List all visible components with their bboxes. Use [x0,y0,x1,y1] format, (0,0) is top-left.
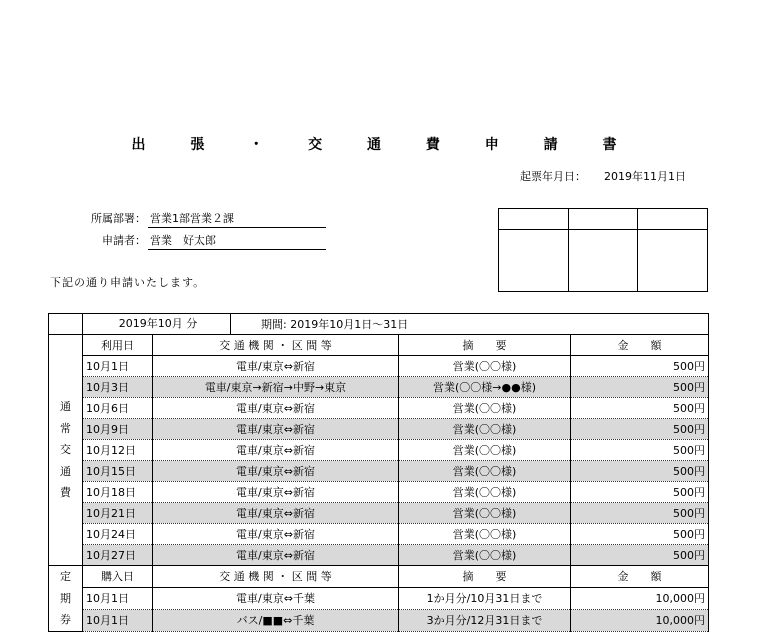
row-amount: 10,000円 [571,587,709,609]
pass-header-row [49,566,709,588]
department-value: 営業1部営業２課 [150,212,234,225]
commute-header-memo: 摘 要 [399,335,571,356]
row-date: 10月9日 [83,419,153,440]
row-amount: 500円 [571,377,709,398]
row-route: 電車/東京⇔新宿 [153,398,399,419]
row-memo: 営業(〇〇様) [399,356,571,377]
table-row [49,419,709,440]
row-route: 電車/東京⇔千葉 [153,587,399,609]
table-row [49,356,709,377]
row-amount: 500円 [571,482,709,503]
row-memo: 営業(〇〇様→●●様) [399,377,571,398]
commute-section-char: 費 [60,486,71,500]
row-memo: 営業(〇〇様) [399,545,571,566]
period-range: 期間: 2019年10月1日～31日 [261,318,409,331]
row-route: バス/■■⇔千葉 [153,609,399,631]
row-route: 電車/東京⇔新宿 [153,545,399,566]
stamp-cell-3 [638,230,708,292]
row-route: 電車/東京⇔新宿 [153,440,399,461]
row-route: 電車/東京⇔新宿 [153,356,399,377]
table-row [49,377,709,398]
row-amount: 10,000円 [571,609,709,631]
row-date: 10月1日 [83,587,153,609]
request-note: 下記の通り申請いたします。 [50,276,206,289]
applicant-field [80,232,216,248]
stamp-header-1 [499,209,569,230]
period-cell [83,314,709,335]
table-row [49,503,709,524]
row-amount: 500円 [571,419,709,440]
row-date: 10月3日 [83,377,153,398]
stamp-cell-1 [499,230,569,292]
row-date: 10月24日 [83,524,153,545]
expense-table [48,313,709,632]
row-amount: 500円 [571,524,709,545]
row-memo: 営業(〇〇様) [399,398,571,419]
row-date: 10月12日 [83,440,153,461]
creation-date-value: 2019年11月1日 [604,170,686,183]
row-route: 電車/東京→新宿→中野→東京 [153,377,399,398]
row-date: 10月21日 [83,503,153,524]
commute-header-amount: 金 額 [571,335,709,356]
row-memo: 3か月分/12月31日まで [399,609,571,631]
row-amount: 500円 [571,503,709,524]
row-memo: 1か月分/10月31日まで [399,587,571,609]
row-date: 10月15日 [83,461,153,482]
table-row [49,482,709,503]
row-amount: 500円 [571,461,709,482]
table-row [49,609,709,631]
approval-stamp-box [498,208,708,292]
row-date: 10月27日 [83,545,153,566]
row-amount: 500円 [571,356,709,377]
pass-header-route: 交 通 機 関 ・ 区 間 等 [153,566,399,588]
commute-section-text [60,396,71,504]
period-month: 2019年10月 分 [86,314,231,334]
pass-header-date: 購入日 [83,566,153,588]
row-route: 電車/東京⇔新宿 [153,524,399,545]
row-date: 10月6日 [83,398,153,419]
pass-header-memo: 摘 要 [399,566,571,588]
commute-section-char: 交 [60,443,71,457]
row-route: 電車/東京⇔新宿 [153,419,399,440]
row-memo: 営業(〇〇様) [399,461,571,482]
applicant-underline [148,249,326,250]
stamp-header-2 [568,209,638,230]
department-underline [148,227,326,228]
table-row [49,545,709,566]
commute-header-row [49,335,709,356]
period-blank-cell [49,314,83,335]
pass-section-label [49,566,83,632]
commute-section-char: 通 [60,400,71,414]
period-row [49,314,709,335]
stamp-cell-2 [568,230,638,292]
pass-section-char: 券 [60,613,71,626]
commute-section-char: 通 [60,464,71,478]
pass-section-char: 期 [60,591,71,605]
department-label: 所属部署： [91,212,146,225]
row-memo: 営業(〇〇様) [399,440,571,461]
commute-header-date: 利用日 [83,335,153,356]
table-row [49,524,709,545]
pass-section-char: 定 [60,570,71,583]
row-date: 10月1日 [83,609,153,631]
row-date: 10月1日 [83,356,153,377]
row-route: 電車/東京⇔新宿 [153,461,399,482]
row-date: 10月18日 [83,482,153,503]
row-memo: 営業(〇〇様) [399,524,571,545]
creation-date [520,168,686,184]
table-row [49,587,709,609]
row-memo: 営業(〇〇様) [399,419,571,440]
row-amount: 500円 [571,545,709,566]
commute-header-route: 交 通 機 関 ・ 区 間 等 [153,335,399,356]
applicant-label: 申請者： [102,234,146,247]
row-route: 電車/東京⇔新宿 [153,503,399,524]
commute-section-char: 常 [60,421,71,435]
pass-section-text [60,566,71,631]
document-title: 出 張 ・ 交 通 費 申 請 書 [131,137,637,153]
row-amount: 500円 [571,398,709,419]
applicant-value: 営業 好太郎 [150,234,216,247]
table-row [49,440,709,461]
row-route: 電車/東京⇔新宿 [153,482,399,503]
table-row [49,461,709,482]
department-field [80,210,234,226]
row-memo: 営業(〇〇様) [399,503,571,524]
creation-date-label: 起票年月日： [520,170,586,183]
table-row [49,398,709,419]
stamp-header-3 [638,209,708,230]
row-amount: 500円 [571,440,709,461]
pass-header-amount: 金 額 [571,566,709,588]
row-memo: 営業(〇〇様) [399,482,571,503]
commute-section-label [49,335,83,566]
